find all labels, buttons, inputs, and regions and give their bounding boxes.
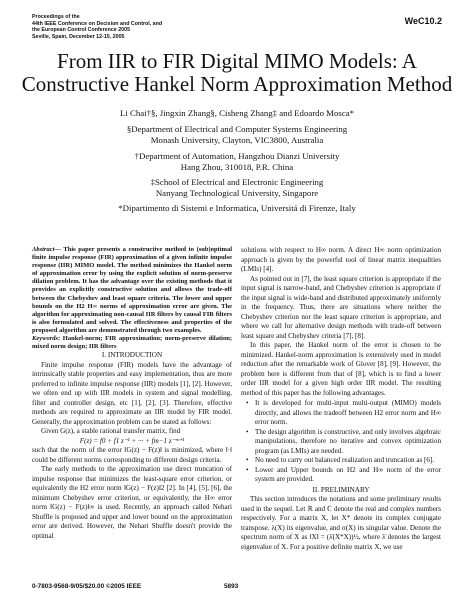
- section-heading-preliminary: II. PRELIMINARY: [312, 485, 370, 494]
- list-item: • The design algorithm is constructive, and only involves algebraic manipulations, therefore no iterative and convex optimization program (as LMIs) are needed.: [250, 428, 441, 457]
- affiliation-line: Hang Zhou, 310018, P.R. China: [180, 162, 294, 173]
- affiliation-hangzhou: [40, 151, 434, 174]
- abstract: [32, 246, 232, 335]
- paragraph: This section introduces the notations and some preliminary results used in the sequel. Let ℝ and ℂ denote the real and complex numbers respectively. For a matrix X, let X* denote its complex conjugate transpose. λ(X) its eigenvalue, and σ(X) its singular value. Denote the spectrum norm of X as ‖X‖ = (λ̄(X*X))½, where λ̄ denotes the largest eigenvalue of X. For a positive definite matrix X, we use: [241, 495, 441, 551]
- abstract-text: — This paper presents a constructive method to (sub)optimal finite impulse response (FIR) approximation of a given infinite impulse response (IIR) MIMO model. The method minimizes the Hankel norm of approximation error by using the explicit solution of norm-preserve dilation problem. It has the advantage over the existing methods that it provides an explicitly constructive solution and allows the trade-off between the Chebyshev and least square criteria. The lower and upper bounds on the H2 H∞ norms of approximation error are given. The algorithm for approximating non-causal IIR filters by causal FIR filters is also formulated and solved. The effectiveness and properties of the proposed algorithm are demonstrated through two examples.: [32, 246, 232, 334]
- paper-title: [20, 50, 454, 96]
- paragraph: Given G(z), a stable rational transfer matrix, find: [41, 427, 181, 436]
- paragraph: solutions with respect to H∞ norm. A direct H∞ norm optimization approach is given by the powerful tool of linear matrix inequalities (LMIs) [4].: [241, 246, 441, 273]
- list-item: • No need to carry out balanced realization and truncation as [6].: [250, 456, 441, 466]
- affiliation-line: Nanyang Technological University, Singapore: [155, 188, 319, 199]
- affiliation-line: *Dipartimento di Sistemi e Informatica, Universitá di Firenze, Italy: [118, 203, 356, 213]
- page-number: 5893: [224, 583, 239, 590]
- paragraph: As pointed out in [7], the least square criterion is appropriate if the input signal is narrow-band, and Chebyshev criterion is appropriate if the input signal is wide-band and distributed approximately uniformly in the frequency. Thus, there are situations where neither the Chebyshev criterion nor the least square criterion is appropriate, and where we call for alternative design methods with trade-off between least square and Chebyshev criteria [7], [8].: [241, 274, 441, 340]
- proceedings-line: 44th IEEE Conference on Decision and Control, and: [32, 20, 163, 27]
- affiliation-line: †Department of Automation, Hangzhou Dianzi University: [134, 151, 340, 161]
- proceedings-line: the European Control Conference 2005: [32, 27, 131, 34]
- paragraph: In this paper, the Hankel norm of the error is chosen to be minimized. Hankel-norm approximation is extensively used in model reduction after the remarkable work of Glover [8], [9]. However, the problem here is different from that of [8], which is to find a lower order IIR model for a given high order IIR model. The resulting method of this paper has the following advantages.: [241, 341, 441, 397]
- footer-isbn: 0-7803-9568-9/05/$20.00 ©2005 IEEE: [32, 583, 142, 590]
- affiliation-line: Monash University, Clayton, VIC3800, Australia: [150, 135, 324, 146]
- advantages-list: [241, 399, 441, 485]
- paper-id: WeC10.2: [404, 16, 442, 26]
- title-line: From IIR to FIR Digital MIMO Models: A: [57, 49, 417, 73]
- left-column: [32, 246, 232, 541]
- affiliation-firenze: [40, 203, 434, 214]
- abstract-label: Abstract: [32, 246, 55, 253]
- title-line: Constructive Hankel Norm Approximation Method: [21, 72, 453, 96]
- list-item: • Lower and Upper bounds on H2 and H∞ norm of the error system are provided.: [250, 466, 441, 485]
- proceedings-line: Seville, Spain, December 12-15, 2005: [32, 33, 125, 40]
- list-item: • It is developed for multi-input multi-output (MIMO) models directly, and allows the tradeoff between H2 error norm and H∞ error norm.: [250, 399, 441, 428]
- equation: F(z) = f0 + f1 z⁻¹ + ··· + fm−1 z⁻ᵐ⁺¹: [79, 436, 185, 445]
- paragraph: Finite impulse response (FIR) models have the advantage of intrinsically stable properties and easy implementation, thus are more preferred to infinite impulse response (IIR) models [1], [2]. However, we often end up with IIR models in system and signal modelling, filter and controller design, etc [1], [2], [3]. Therefore, effective methods are required to approximate an IIR model by FIR model. Generally, the approximation problem can be stated as follows:: [32, 360, 232, 426]
- right-column: [241, 246, 441, 552]
- keywords-text: : Hankel-norm; FIR approximation; norm-preserve dilation; mixed norm design; IIR filters: [32, 335, 232, 351]
- keywords-label: Keywords: [32, 335, 58, 343]
- proceedings-line: Proceedings of the: [32, 14, 80, 20]
- affiliation-monash: [40, 124, 434, 147]
- proceedings-info: [32, 14, 332, 40]
- affiliation-nanyang: [40, 177, 434, 200]
- affiliation-line: ‡School of Electrical and Electronic Engineering: [150, 177, 324, 187]
- paragraph: The early methods to the approximation use direct truncation of impulse response that minimizes the least-square error criterion, or equivalently the H2 error norm ‖G(z) − F(z)‖2 [2]. In [4], [5], [6], the minimum Chebyshev error criterion, or equivalently, the H∞ error norm ‖G(z) − F(z)‖∞ is used. Recently, an approach called Nehari Shuffle is proposed and upper and lower bound on the approximation error are derived. However, the Nehari Shuffle doesn't provide the optimal: [32, 465, 232, 540]
- keywords: [32, 335, 232, 351]
- affiliation-line: §Department of Electrical and Computer Systems Engineering: [126, 124, 348, 134]
- section-heading-introduction: I. INTRODUCTION: [101, 351, 163, 360]
- paragraph: such that the norm of the error ‖G(z) − F(z)‖ is minimized, where ‖·‖ could be different norms corresponding to different design criteria.: [32, 446, 232, 464]
- authors: Li Chai†§, Jingxin Zhang§, Cisheng Zhang‡ and Edoardo Mosca*: [119, 108, 355, 118]
